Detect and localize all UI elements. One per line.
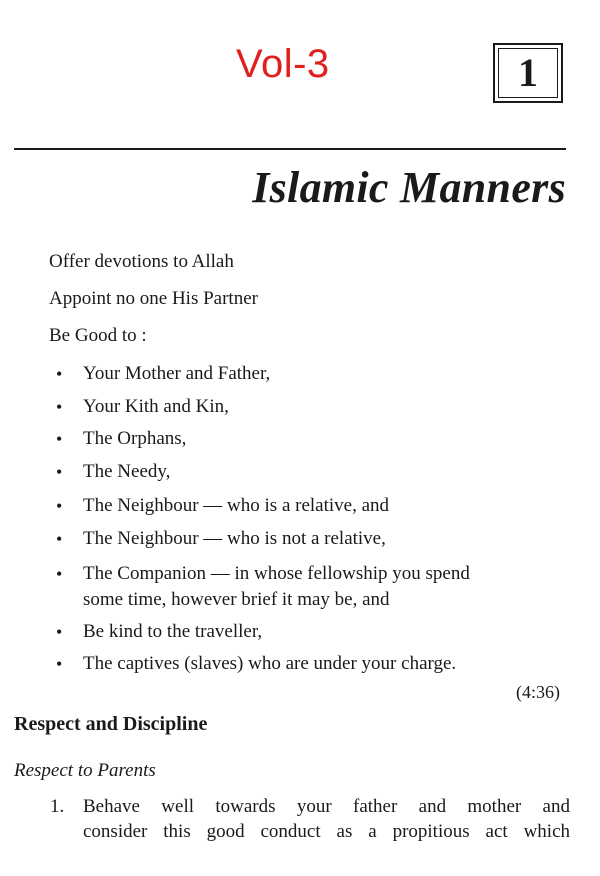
bullet-icon: • xyxy=(56,622,63,642)
intro-line: Appoint no one His Partner xyxy=(49,288,258,309)
volume-label: Vol-3 xyxy=(236,42,330,86)
bullet-icon: • xyxy=(56,462,63,482)
list-item-text: The Neighbour — who is a relative, and xyxy=(83,495,390,516)
list-item-text: The Neighbour — who is not a relative, xyxy=(83,528,386,549)
list-item xyxy=(56,459,576,485)
list-item-text: The Needy, xyxy=(83,461,171,482)
list-item xyxy=(56,394,576,420)
bullet-icon: • xyxy=(56,364,63,384)
list-item-text: Your Kith and Kin, xyxy=(83,396,229,417)
list-item xyxy=(56,651,576,677)
bullet-icon: • xyxy=(56,654,63,674)
list-item xyxy=(56,526,576,552)
list-item xyxy=(56,561,576,613)
bullet-icon: • xyxy=(56,429,63,449)
numbered-list-item xyxy=(50,794,570,844)
item-text: Behave well towards your father and mother and consider this good conduct as a propitious act which xyxy=(83,796,570,842)
list-item-text: The Companion — in whose fellowship you spend some time, however brief it may be, and xyxy=(83,563,470,610)
list-item xyxy=(56,619,576,645)
chapter-title: Islamic Manners xyxy=(252,163,566,212)
header-rule xyxy=(14,148,566,150)
item-number: 1. xyxy=(50,796,65,817)
list-item-text: The Orphans, xyxy=(83,428,187,449)
bullet-icon: • xyxy=(56,529,63,549)
list-item xyxy=(56,361,576,387)
subsection-heading: Respect to Parents xyxy=(14,760,156,781)
chapter-number: 1 xyxy=(498,48,558,98)
list-item-text: Your Mother and Father, xyxy=(83,363,271,384)
bullet-icon: • xyxy=(56,397,63,417)
list-item-text: Be kind to the traveller, xyxy=(83,621,263,642)
verse-reference: (4:36) xyxy=(516,682,560,702)
bullet-icon: • xyxy=(56,496,63,516)
bullet-icon: • xyxy=(56,564,63,584)
intro-line: Offer devotions to Allah xyxy=(49,251,234,272)
list-item xyxy=(56,493,576,519)
list-item xyxy=(56,426,576,452)
list-item-text: The captives (slaves) who are under your charge. xyxy=(83,653,457,674)
section-heading: Respect and Discipline xyxy=(14,713,208,735)
intro-line: Be Good to : xyxy=(49,325,147,346)
chapter-number-box xyxy=(493,43,563,103)
